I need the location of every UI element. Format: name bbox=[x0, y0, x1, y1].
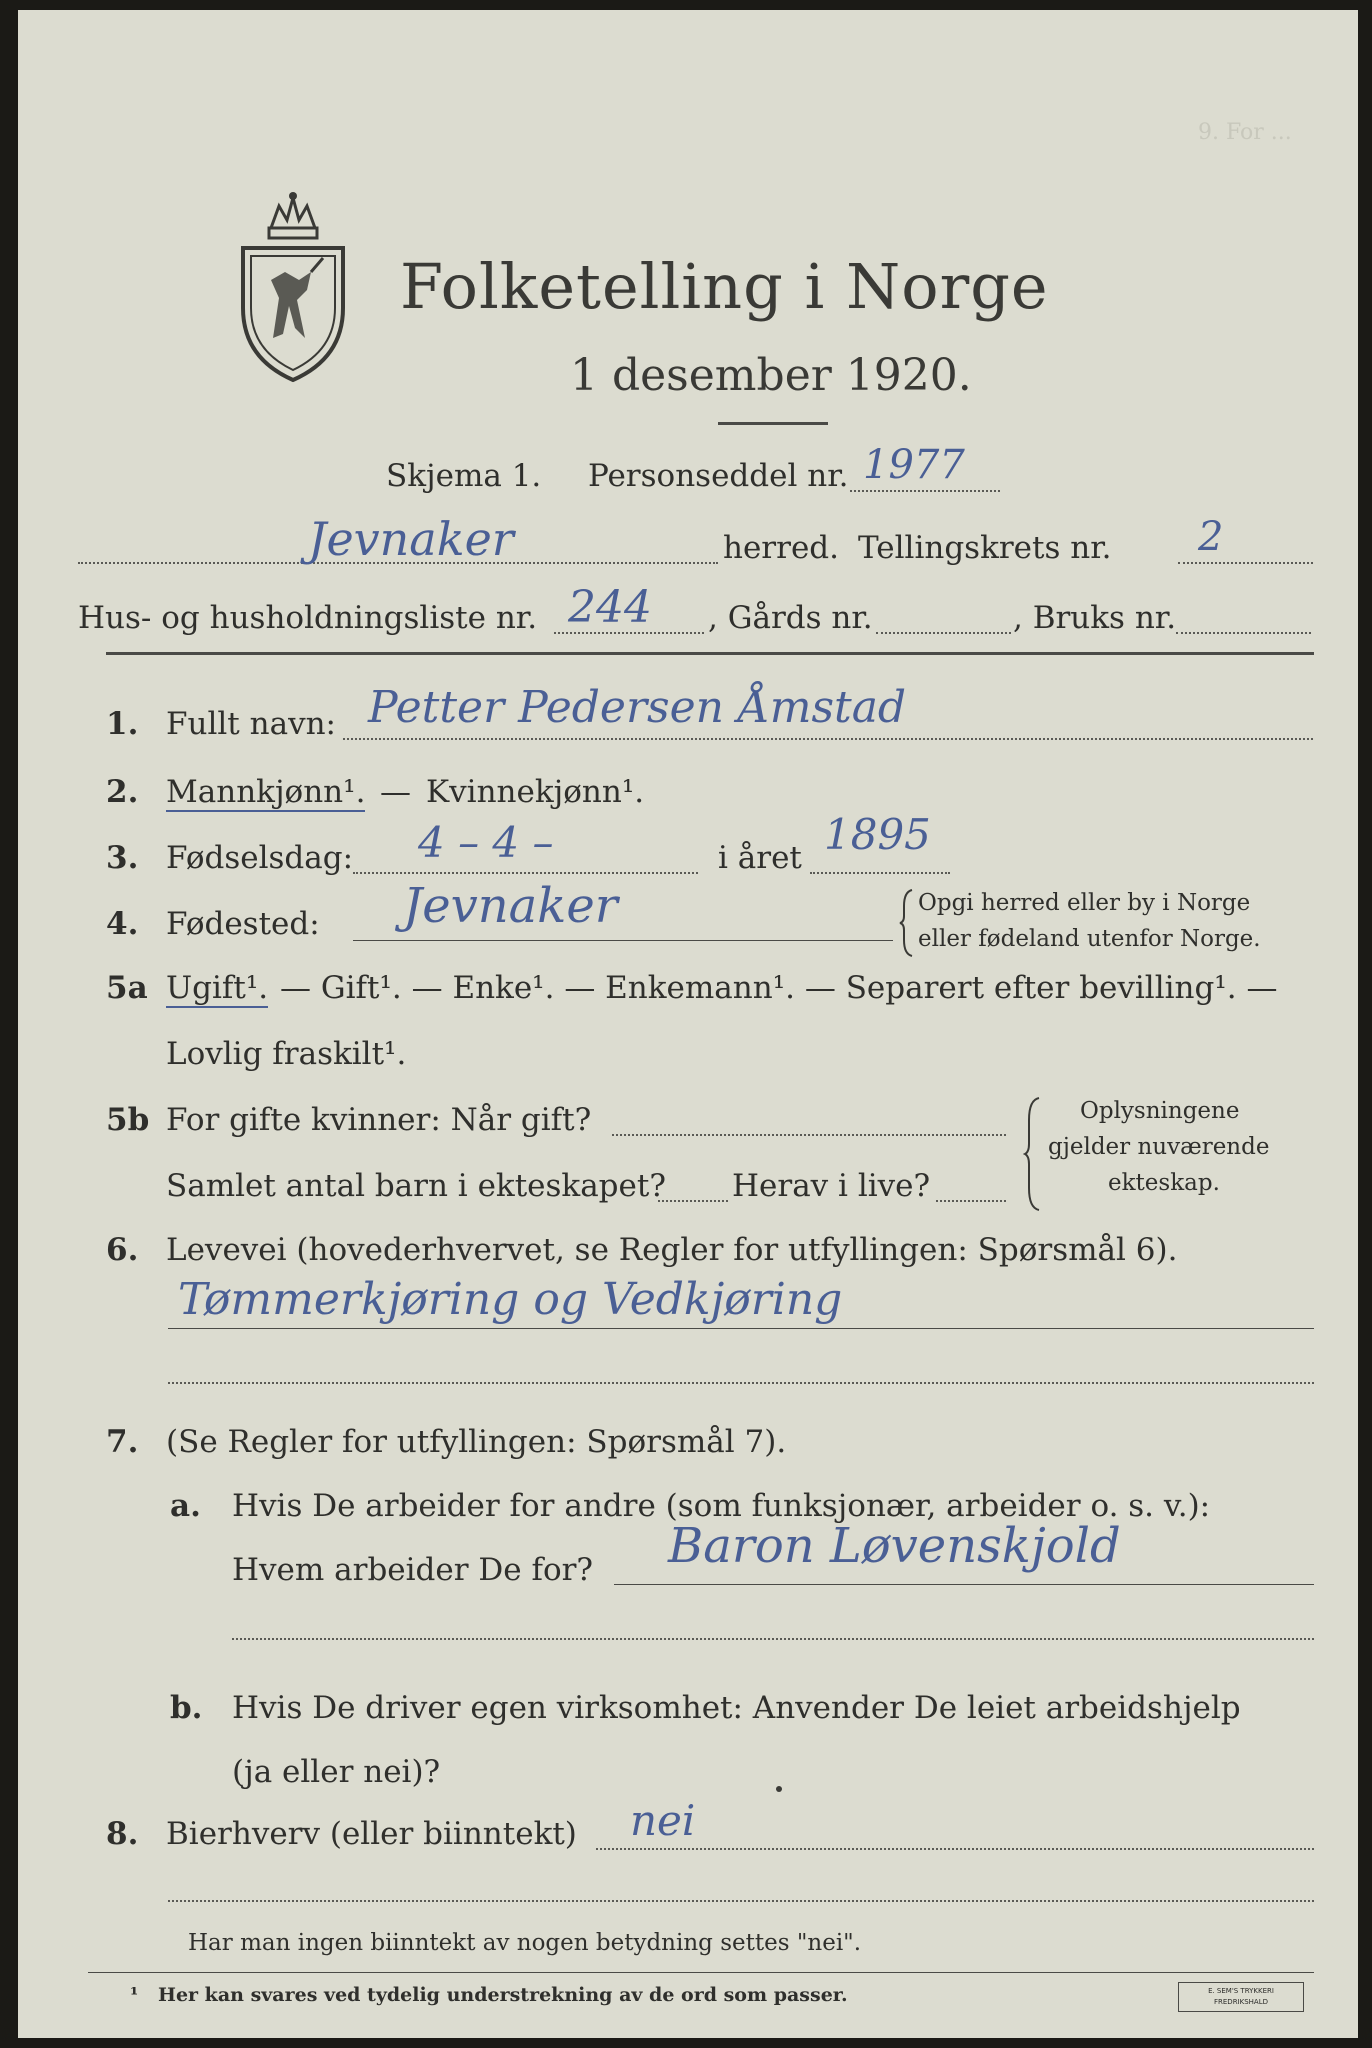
husholdningsliste-value[interactable]: 244 bbox=[568, 582, 652, 633]
q8-label: Bierhverv (eller biinntekt) bbox=[166, 1816, 577, 1852]
civil-status-options[interactable]: — Gift¹. — Enke¹. — Enkemann¹. — Separert efter bevilling¹. — bbox=[280, 970, 1278, 1006]
q7a-line1: Hvis De arbeider for andre (som funksjonær, arbeider o. s. v.): bbox=[232, 1488, 1211, 1524]
naar-gift-label: For gifte kvinner: Når gift? bbox=[166, 1102, 592, 1138]
side-income-value[interactable]: nei bbox=[630, 1796, 696, 1845]
herav-i-live-label: Herav i live? bbox=[732, 1168, 931, 1204]
personseddel-label: Personseddel nr. bbox=[588, 458, 849, 494]
full-name-value[interactable]: Petter Pedersen Åmstad bbox=[368, 682, 907, 733]
q6-number: 6. bbox=[106, 1232, 139, 1268]
q7b-line2: (ja eller nei)? bbox=[232, 1754, 441, 1790]
q6-label: Levevei (hovederhvervet, se Regler for utfyllingen: Spørsmål 6). bbox=[166, 1232, 1178, 1268]
side-income-note: Har man ingen biinntekt av nogen betydning settes "nei". bbox=[188, 1930, 862, 1956]
kvinnekjonn-option[interactable]: Kvinnekjønn¹. bbox=[426, 774, 645, 810]
birthplace-note-1: Opgi herred eller by i Norge bbox=[918, 890, 1251, 916]
q7a-letter: a. bbox=[170, 1488, 201, 1524]
bruks-label: , Bruks nr. bbox=[1013, 600, 1177, 636]
q2-number: 2. bbox=[106, 774, 139, 810]
coat-of-arms-icon bbox=[233, 188, 353, 388]
birthplace-note-2: eller fødeland utenfor Norge. bbox=[918, 926, 1261, 952]
q4-number: 4. bbox=[106, 906, 139, 942]
schema-label: Skjema 1. bbox=[386, 458, 542, 494]
herred-value[interactable]: Jevnaker bbox=[308, 512, 514, 566]
lovlig-fraskilt-option[interactable]: Lovlig fraskilt¹. bbox=[166, 1036, 407, 1072]
marriage-note-1: Oplysningene bbox=[1080, 1098, 1240, 1124]
q7b-letter: b. bbox=[170, 1690, 203, 1726]
employer-value[interactable]: Baron Løvenskjold bbox=[668, 1518, 1121, 1574]
bleed-through-text: 9. For ... bbox=[1198, 120, 1292, 145]
footnote-text: Her kan svares ved tydelig understrekning av de ord som passer. bbox=[158, 1984, 848, 2006]
census-form-page bbox=[18, 10, 1358, 2038]
gards-label: , Gårds nr. bbox=[708, 600, 873, 636]
footnote-mark: ¹ bbox=[130, 1984, 139, 2006]
q7b-line1: Hvis De driver egen virksomhet: Anvender De leiet arbeidshjelp bbox=[232, 1690, 1241, 1726]
birthyear-value[interactable]: 1895 bbox=[824, 810, 931, 859]
brace-icon bbox=[1023, 1096, 1043, 1212]
ugift-option[interactable]: Ugift¹. bbox=[166, 970, 269, 1006]
footnote-divider bbox=[88, 1972, 1314, 1973]
q7-label: (Se Regler for utfyllingen: Spørsmål 7). bbox=[166, 1424, 787, 1460]
header-divider bbox=[106, 652, 1314, 655]
form-title: Folketelling i Norge bbox=[400, 250, 1049, 323]
antal-barn-label: Samlet antal barn i ekteskapet? bbox=[166, 1168, 666, 1204]
q1-number: 1. bbox=[106, 706, 139, 742]
aaret-label: i året bbox=[718, 840, 802, 876]
q3-number: 3. bbox=[106, 840, 139, 876]
q7-number: 7. bbox=[106, 1424, 139, 1460]
birthdate-value[interactable]: 4 – 4 – bbox=[418, 818, 554, 867]
tellingskrets-value[interactable]: 2 bbox=[1198, 514, 1224, 560]
herred-label: herred. bbox=[723, 530, 839, 566]
printer-stamp: E. SEM'S TRYKKERI FREDRIKSHALD bbox=[1178, 1982, 1304, 2012]
q5b-number: 5b bbox=[106, 1102, 150, 1138]
q8-number: 8. bbox=[106, 1816, 139, 1852]
form-date: 1 desember 1920. bbox=[570, 350, 972, 401]
tellingskrets-label: Tellingskrets nr. bbox=[858, 530, 1112, 566]
husholdningsliste-label: Hus- og husholdningsliste nr. bbox=[78, 600, 538, 636]
q1-label: Fullt navn: bbox=[166, 706, 336, 742]
brace-icon bbox=[898, 888, 916, 958]
title-divider bbox=[718, 422, 828, 425]
personseddel-value[interactable]: 1977 bbox=[863, 442, 965, 488]
marriage-note-2: gjelder nuværende bbox=[1048, 1134, 1270, 1160]
mannkjonn-option[interactable]: Mannkjønn¹. bbox=[166, 774, 366, 810]
birthplace-value[interactable]: Jevnaker bbox=[403, 878, 618, 934]
q3-label: Fødselsdag: bbox=[166, 840, 354, 876]
q5a-number: 5a bbox=[106, 970, 148, 1006]
q7a-line2: Hvem arbeider De for? bbox=[232, 1552, 594, 1588]
q2-separator: — bbox=[380, 774, 411, 810]
occupation-value[interactable]: Tømmerkjøring og Vedkjøring bbox=[178, 1274, 843, 1325]
marriage-note-3: ekteskap. bbox=[1108, 1170, 1220, 1196]
q4-label: Fødested: bbox=[166, 906, 320, 942]
